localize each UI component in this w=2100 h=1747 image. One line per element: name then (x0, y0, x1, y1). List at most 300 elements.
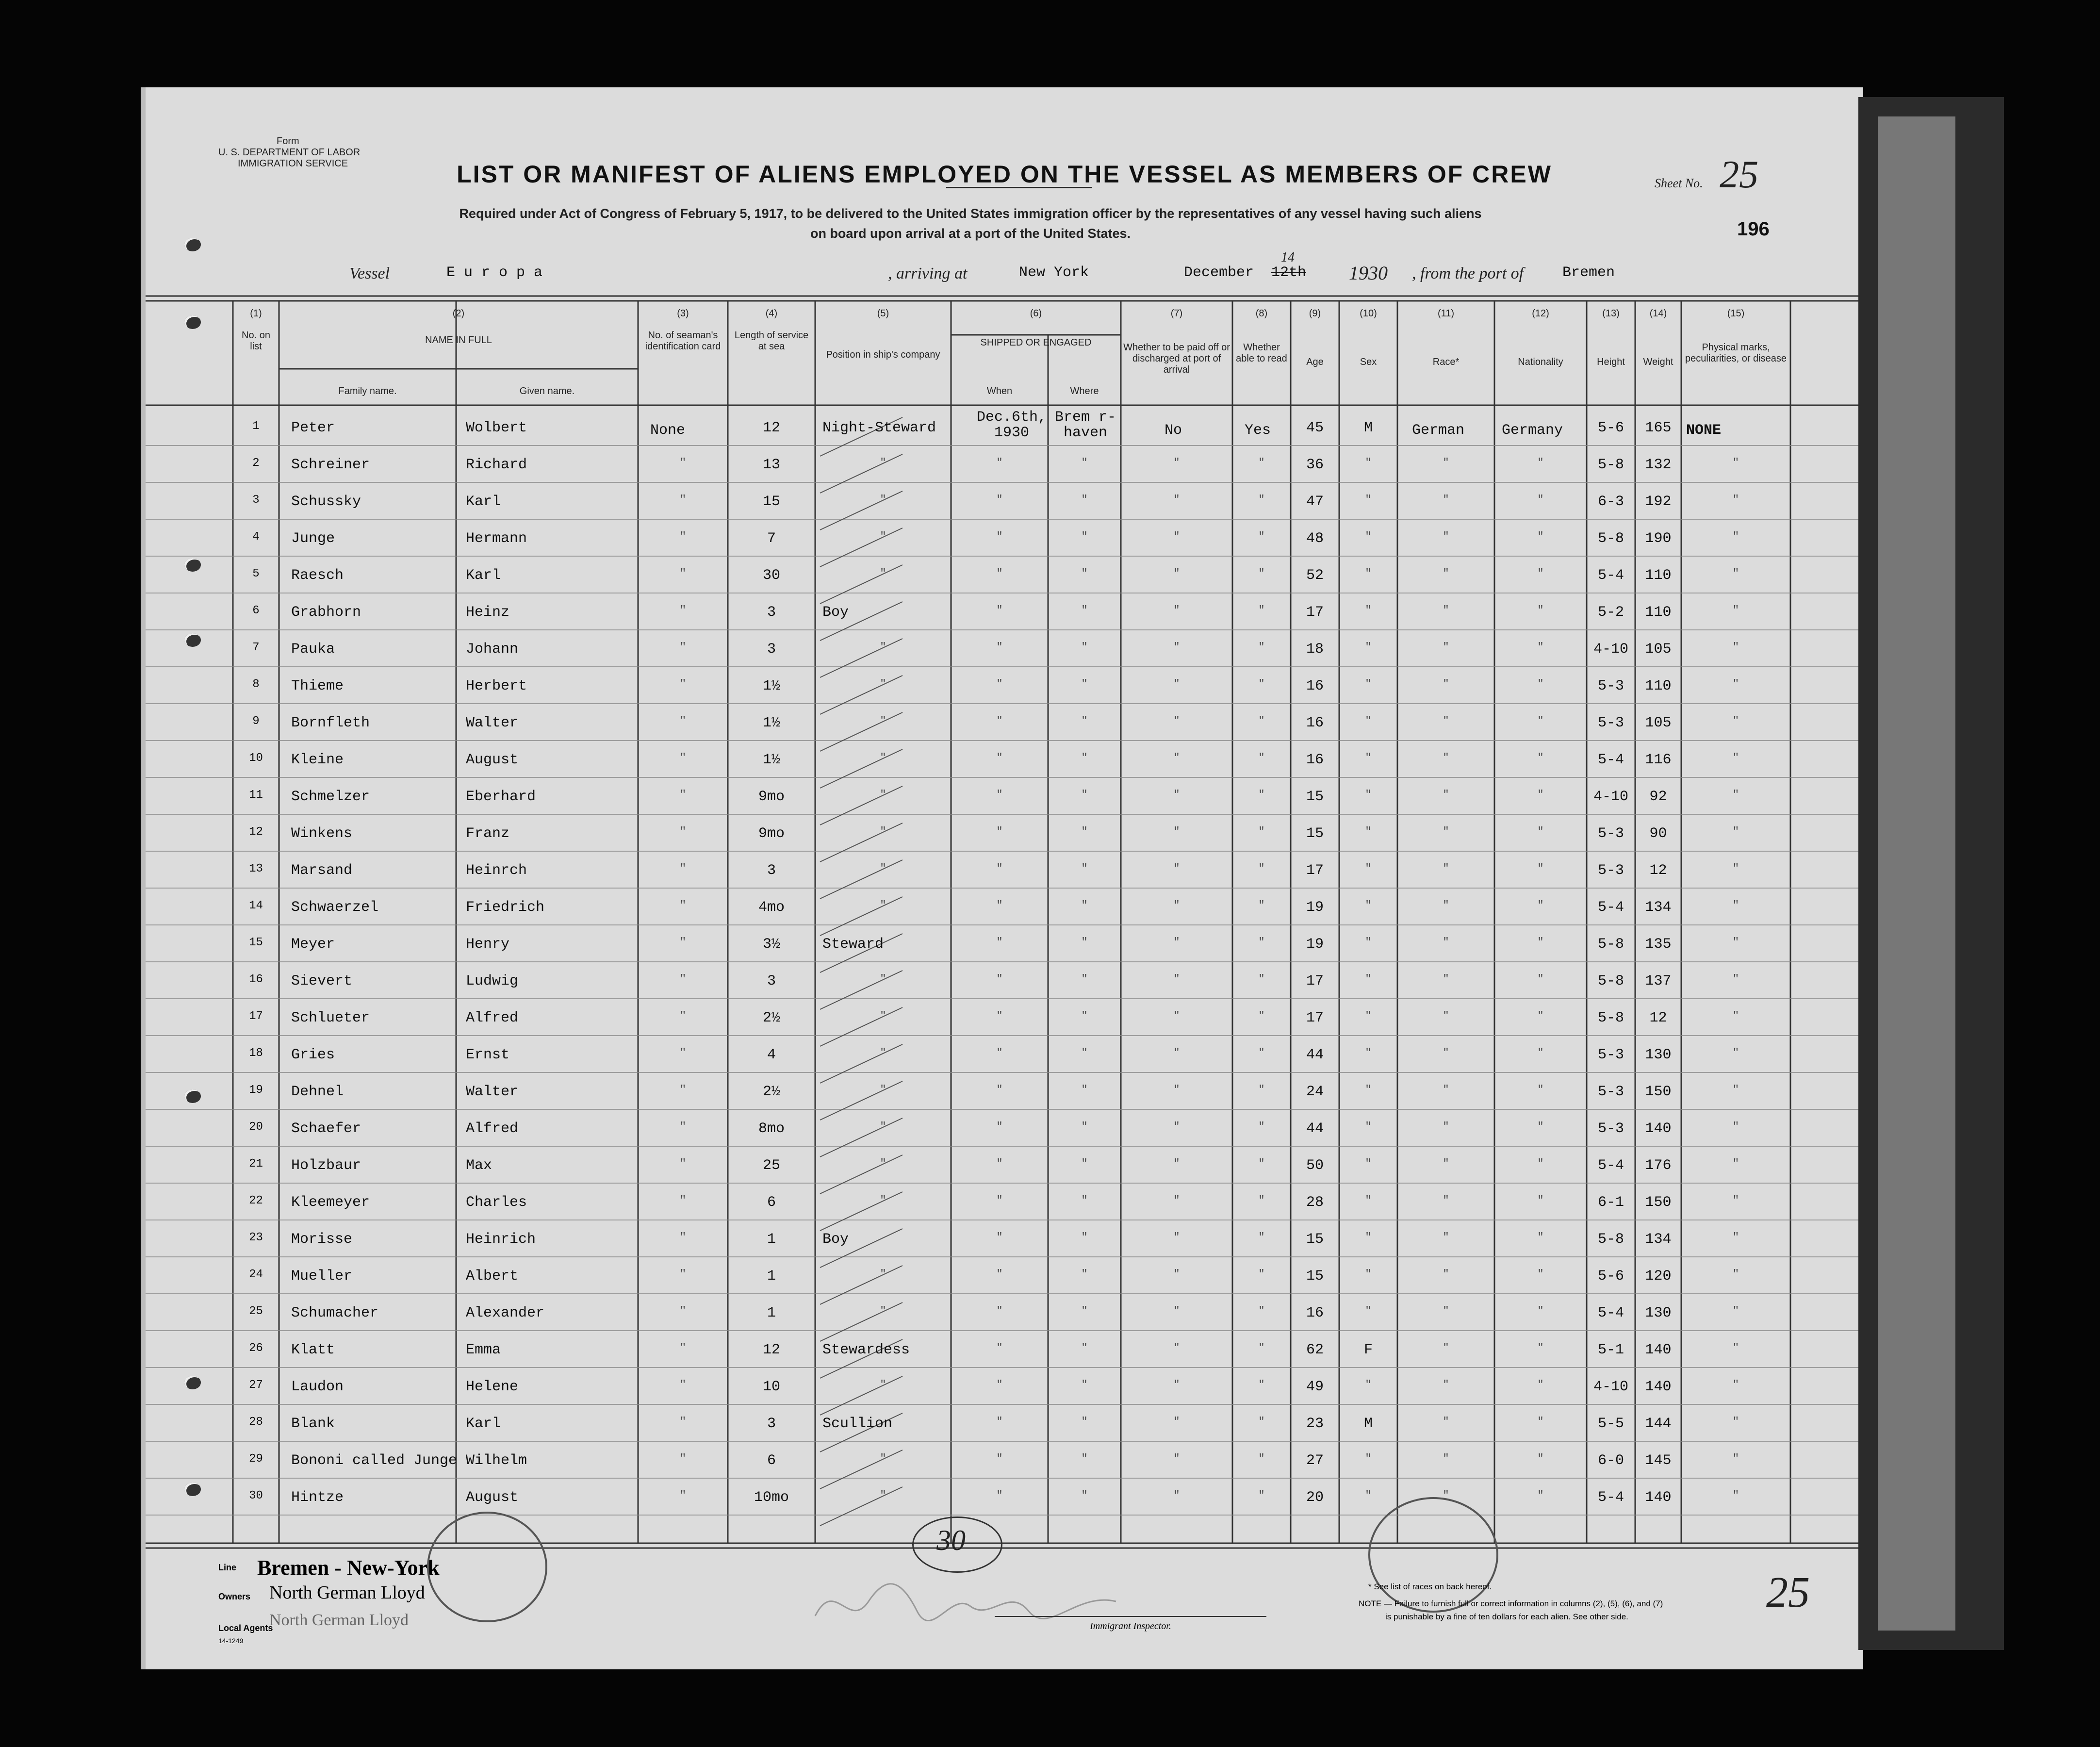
family-name: Pauka (291, 641, 335, 658)
row-number: 20 (249, 1121, 263, 1134)
ditto-mark: " (679, 530, 687, 543)
given-name: Heinrich (466, 1231, 536, 1248)
family-name: Peter (291, 420, 335, 436)
ditto-mark: " (1732, 494, 1739, 506)
ditto-mark: " (996, 1231, 1003, 1243)
ditto-mark: " (1258, 1489, 1265, 1501)
ditto-mark: " (1258, 1010, 1265, 1022)
given-name: Heinz (466, 604, 510, 621)
ditto-mark: " (1732, 789, 1739, 801)
vessel-name: Europa (446, 264, 552, 281)
ditto-mark: " (1732, 1084, 1739, 1096)
ditto-mark: " (1081, 1452, 1088, 1465)
ditto-mark: " (1732, 641, 1739, 653)
column-number: (13) (1602, 308, 1620, 319)
ditto-mark: " (1732, 1047, 1739, 1059)
ditto-mark: " (1537, 1231, 1544, 1243)
given-name: Friedrich (466, 899, 545, 916)
ditto-mark: " (1732, 1231, 1739, 1243)
ditto-mark: " (1173, 1121, 1180, 1133)
ditto-mark: " (1443, 1010, 1449, 1022)
sex: F (1363, 1342, 1373, 1358)
column-number: (3) (677, 308, 689, 319)
row-number: 9 (252, 715, 260, 728)
weight: 134 (1645, 1231, 1672, 1248)
ditto-mark: " (1443, 1268, 1449, 1280)
family-name: Hintze (291, 1489, 344, 1506)
weight: 144 (1645, 1416, 1672, 1432)
length-of-service: 10 (762, 1379, 780, 1395)
ditto-mark: " (679, 1268, 687, 1280)
column-number: (12) (1532, 308, 1549, 319)
weight: 192 (1645, 494, 1672, 510)
column-subheader-when: When (986, 386, 1013, 396)
ditto-mark: " (880, 1305, 886, 1317)
ditto-mark: " (1537, 862, 1544, 874)
row-number: 10 (249, 752, 263, 765)
ditto-mark: " (1081, 862, 1088, 874)
ditto-mark: " (679, 825, 687, 838)
ditto-mark: " (1258, 1379, 1265, 1391)
ditto-mark: " (1258, 1268, 1265, 1280)
row-number: 6 (252, 604, 260, 617)
row-number: 13 (249, 862, 263, 875)
row-number: 24 (249, 1268, 263, 1281)
inspector-rule (995, 1616, 1266, 1617)
ditto-mark: " (1365, 862, 1372, 874)
ditto-mark: " (880, 1194, 886, 1206)
ditto-mark: " (1365, 604, 1372, 616)
ditto-mark: " (1081, 1084, 1088, 1096)
length-of-service: 1 (767, 1305, 776, 1321)
length-of-service: 2½ (762, 1084, 780, 1100)
ditto-mark: " (996, 1010, 1003, 1022)
ditto-mark: " (1365, 1489, 1372, 1501)
ditto-mark: " (1258, 1305, 1265, 1317)
length-of-service: 1½ (762, 752, 780, 768)
height: 6-3 (1597, 494, 1624, 510)
ditto-mark: " (1443, 1416, 1449, 1428)
age: 15 (1306, 1268, 1324, 1285)
given-name: Ernst (466, 1047, 510, 1063)
height: 5-4 (1597, 899, 1624, 916)
family-name: Schaefer (291, 1121, 361, 1137)
ditto-mark: " (1365, 1305, 1372, 1317)
family-name: Mueller (291, 1268, 353, 1285)
height: 5-1 (1597, 1342, 1624, 1358)
punch-hole (184, 315, 201, 329)
age: 19 (1306, 899, 1324, 916)
ditto-mark: " (1173, 789, 1180, 801)
column-header-sex: Sex (1360, 357, 1377, 367)
ditto-mark: " (1365, 899, 1372, 911)
given-name: August (466, 752, 519, 768)
ditto-mark: " (679, 1379, 687, 1391)
weight: 134 (1645, 899, 1672, 916)
ditto-mark: " (1732, 1121, 1739, 1133)
ditto-mark: " (1081, 1379, 1088, 1391)
ditto-mark: " (1537, 494, 1544, 506)
column-header-race: Race* (1432, 357, 1460, 367)
ditto-mark: " (1732, 604, 1739, 616)
row-number: 11 (249, 789, 263, 802)
ditto-mark: " (1365, 789, 1372, 801)
column-number: (5) (877, 308, 889, 319)
given-name: Max (466, 1157, 492, 1174)
given-name: Alexander (466, 1305, 545, 1321)
ditto-mark: " (1173, 641, 1180, 653)
ditto-mark: " (1173, 1342, 1180, 1354)
agents-label: Local Agents (218, 1623, 273, 1633)
subtitle-line-1: Required under Act of Congress of February 5, 1917, to be delivered to the United States immigration officer by the representatives of any vessel having such aliens (459, 206, 1482, 221)
length-of-service: 6 (767, 1452, 776, 1469)
weight: 110 (1645, 678, 1672, 694)
shipped-when-value: Dec.6th, 1930 (976, 409, 1047, 441)
length-of-service: 3 (767, 973, 776, 989)
length-of-service: 12 (762, 420, 780, 436)
weight: 12 (1649, 862, 1667, 879)
age: 17 (1306, 604, 1324, 621)
sex: M (1363, 1416, 1373, 1432)
ditto-mark: " (1173, 1157, 1180, 1170)
family-name: Winkens (291, 825, 353, 842)
punch-hole (184, 238, 201, 251)
ditto-mark: " (1443, 1121, 1449, 1133)
paid-off-value: No (1165, 422, 1182, 439)
ditto-mark: " (1443, 678, 1449, 690)
ditto-mark: " (1537, 1121, 1544, 1133)
ditto-mark: " (1173, 1268, 1180, 1280)
length-of-service: 10mo (754, 1489, 789, 1506)
family-name: Bononi called Junge (291, 1452, 458, 1469)
given-name: Karl (466, 567, 501, 584)
ditto-mark: " (880, 1157, 886, 1170)
ditto-mark: " (1365, 678, 1372, 690)
column-number: (7) (1170, 308, 1183, 319)
ditto-mark: " (1732, 1194, 1739, 1206)
ditto-mark: " (1365, 752, 1372, 764)
penalty-note-1: NOTE — Failure to furnish full or correct information in columns (2), (5), (6), and (7) (1359, 1599, 1663, 1608)
row-number: 12 (249, 825, 263, 839)
ditto-mark: " (1443, 862, 1449, 874)
ditto-mark: " (1365, 936, 1372, 948)
family-name: Junge (291, 530, 335, 547)
ditto-mark: " (1081, 825, 1088, 838)
height: 5-4 (1597, 1157, 1624, 1174)
ditto-mark: " (1173, 1379, 1180, 1391)
ditto-mark: " (1258, 1047, 1265, 1059)
crew-count: 30 (936, 1524, 966, 1556)
arrival-day-correction: 14 (1281, 250, 1295, 265)
ditto-mark: " (1258, 1121, 1265, 1133)
ditto-mark: " (1537, 789, 1544, 801)
ditto-mark: " (1081, 1121, 1088, 1133)
ditto-mark: " (1537, 1489, 1544, 1501)
ditto-mark: " (679, 457, 687, 469)
ditto-mark: " (1258, 641, 1265, 653)
column-number: (2) (452, 308, 465, 319)
ditto-mark: " (1081, 1268, 1088, 1280)
ditto-mark: " (880, 678, 886, 690)
ditto-mark: " (1258, 899, 1265, 911)
row-number: 4 (252, 530, 260, 544)
height: 5-8 (1597, 1010, 1624, 1026)
ditto-mark: " (996, 1489, 1003, 1501)
service-label: IMMIGRATION SERVICE (238, 158, 348, 169)
length-of-service: 3 (767, 604, 776, 621)
ditto-mark: " (996, 1379, 1003, 1391)
age: 19 (1306, 936, 1324, 953)
ditto-mark: " (679, 1342, 687, 1354)
ditto-mark: " (996, 1268, 1003, 1280)
ditto-mark: " (1443, 1157, 1449, 1170)
height: 5-8 (1597, 530, 1624, 547)
consulate-stamp (1368, 1497, 1498, 1613)
length-of-service: 25 (762, 1157, 780, 1174)
given-name: Herbert (466, 678, 527, 694)
age: 23 (1306, 1416, 1324, 1432)
column-number: (15) (1727, 308, 1745, 319)
ditto-mark: " (1365, 530, 1372, 543)
ditto-mark: " (1443, 530, 1449, 543)
given-name: Karl (466, 1416, 501, 1432)
age: 15 (1306, 825, 1324, 842)
ditto-mark: " (1173, 899, 1180, 911)
form-label: Form (277, 136, 299, 147)
ditto-mark: " (679, 1010, 687, 1022)
inspector-label: Immigrant Inspector. (1090, 1621, 1171, 1632)
ditto-mark: " (1537, 1157, 1544, 1170)
weight: 145 (1645, 1452, 1672, 1469)
given-name: Charles (466, 1194, 527, 1211)
ditto-mark: " (880, 457, 886, 469)
height: 4-10 (1593, 641, 1628, 658)
ditto-mark: " (1173, 1010, 1180, 1022)
ditto-mark: " (1173, 1194, 1180, 1206)
row-number: 17 (249, 1010, 263, 1023)
column-number: (6) (1030, 308, 1042, 319)
ditto-mark: " (996, 862, 1003, 874)
ditto-mark: " (1732, 752, 1739, 764)
length-of-service: 8mo (758, 1121, 785, 1137)
ditto-mark: " (1081, 1231, 1088, 1243)
column-header-physical: Physical marks, peculiarities, or disease (1685, 342, 1787, 364)
ditto-mark: " (1173, 1452, 1180, 1465)
ditto-mark: " (880, 715, 886, 727)
ditto-mark: " (1732, 457, 1739, 469)
weight: 150 (1645, 1194, 1672, 1211)
family-name: Gries (291, 1047, 335, 1063)
length-of-service: 3 (767, 1416, 776, 1432)
ditto-mark: " (1443, 1194, 1449, 1206)
given-name: Walter (466, 1084, 519, 1100)
family-name: Laudon (291, 1379, 344, 1395)
weight: 135 (1645, 936, 1672, 953)
ditto-mark: " (1443, 1231, 1449, 1243)
ditto-mark: " (679, 1416, 687, 1428)
row-number: 25 (249, 1305, 263, 1318)
ditto-mark: " (996, 1416, 1003, 1428)
ditto-mark: " (1173, 1305, 1180, 1317)
sheet-number: 25 (1720, 153, 1759, 196)
agents-value: North German Lloyd (269, 1611, 409, 1629)
ditto-mark: " (996, 936, 1003, 948)
weight: 190 (1645, 530, 1672, 547)
ditto-mark: " (1732, 1416, 1739, 1428)
ditto-mark: " (880, 973, 886, 985)
family-name: Holzbaur (291, 1157, 361, 1174)
ditto-mark: " (1537, 936, 1544, 948)
ditto-mark: " (996, 1305, 1003, 1317)
column-header-no-on-list: No. on list (242, 330, 270, 352)
weight: 165 (1645, 420, 1672, 436)
ditto-mark: " (1258, 567, 1265, 579)
ditto-mark: " (1732, 1010, 1739, 1022)
ditto-mark: " (1537, 1342, 1544, 1354)
ditto-mark: " (996, 567, 1003, 579)
ditto-mark: " (1081, 899, 1088, 911)
sheet-label: Sheet No. (1655, 176, 1703, 190)
given-name: Ludwig (466, 973, 519, 989)
ditto-mark: " (1258, 1194, 1265, 1206)
ditto-mark: " (1081, 973, 1088, 985)
ditto-mark: " (1537, 1305, 1544, 1317)
ditto-mark: " (1537, 1010, 1544, 1022)
manifest-sheet (141, 87, 1863, 1669)
family-name: Kleemeyer (291, 1194, 370, 1211)
ditto-mark: " (1732, 1379, 1739, 1391)
ditto-mark: " (1258, 1157, 1265, 1170)
row-number: 5 (252, 567, 260, 580)
age: 50 (1306, 1157, 1324, 1174)
ditto-mark: " (1258, 936, 1265, 948)
ditto-mark: " (1258, 604, 1265, 616)
given-name: Karl (466, 494, 501, 510)
height: 5-4 (1597, 752, 1624, 768)
family-name: Schlueter (291, 1010, 370, 1026)
consulate-stamp (427, 1512, 547, 1622)
ditto-mark: " (1537, 1452, 1544, 1465)
ditto-mark: " (996, 1452, 1003, 1465)
ditto-mark: " (880, 1047, 886, 1059)
ditto-mark: " (1443, 899, 1449, 911)
ditto-mark: " (1258, 1084, 1265, 1096)
age: 45 (1306, 420, 1324, 436)
length-of-service: 9mo (758, 789, 785, 805)
ditto-mark: " (1081, 567, 1088, 579)
age: 52 (1306, 567, 1324, 584)
age: 16 (1306, 678, 1324, 694)
weight: 105 (1645, 641, 1672, 658)
family-name: Kleine (291, 752, 344, 768)
ditto-mark: " (1258, 752, 1265, 764)
row-number: 21 (249, 1157, 263, 1170)
ditto-mark: " (1537, 1047, 1544, 1059)
ditto-mark: " (1537, 604, 1544, 616)
ditto-mark: " (1258, 530, 1265, 543)
ditto-mark: " (996, 1121, 1003, 1133)
ditto-mark: " (880, 641, 886, 653)
height: 5-3 (1597, 825, 1624, 842)
ditto-mark: " (1365, 1452, 1372, 1465)
family-name: Thieme (291, 678, 344, 694)
ditto-mark: " (679, 494, 687, 506)
height: 5-3 (1597, 715, 1624, 731)
ditto-mark: " (1537, 973, 1544, 985)
given-name: Heinrch (466, 862, 527, 879)
line-value: Bremen - New-York (257, 1556, 440, 1580)
row-number: 16 (249, 973, 263, 986)
ditto-mark: " (880, 1268, 886, 1280)
column-number: (1) (250, 308, 262, 319)
arrival-port: New York (1019, 264, 1089, 281)
ditto-mark: " (1258, 494, 1265, 506)
position: Steward (822, 936, 884, 953)
shipped-where-value: Brem r- haven (1054, 409, 1116, 441)
ditto-mark: " (996, 789, 1003, 801)
ditto-mark: " (996, 715, 1003, 727)
age: 15 (1306, 789, 1324, 805)
weight: 140 (1645, 1489, 1672, 1506)
age: 16 (1306, 752, 1324, 768)
family-name: Blank (291, 1416, 335, 1432)
weight: 130 (1645, 1305, 1672, 1321)
ditto-mark: " (1537, 1194, 1544, 1206)
row-number: 3 (252, 494, 260, 507)
ditto-mark: " (1537, 752, 1544, 764)
column-header-height: Height (1597, 357, 1625, 367)
ditto-mark: " (996, 1194, 1003, 1206)
position: Night-Steward (822, 420, 936, 436)
ditto-mark: " (679, 899, 687, 911)
row-number: 14 (249, 899, 263, 912)
given-name: Alfred (466, 1121, 519, 1137)
row-number: 1 (252, 420, 260, 433)
height: 4-10 (1593, 1379, 1628, 1395)
ditto-mark: " (1258, 457, 1265, 469)
age: 47 (1306, 494, 1324, 510)
ditto-mark: " (1537, 457, 1544, 469)
position: Scullion (822, 1416, 893, 1432)
column-subheader-family-name: Family name. (338, 386, 397, 396)
ditto-mark: " (1732, 899, 1739, 911)
age: 24 (1306, 1084, 1324, 1100)
row-number: 22 (249, 1194, 263, 1207)
row-number: 18 (249, 1047, 263, 1060)
ditto-mark: " (1732, 678, 1739, 690)
ditto-mark: " (1365, 1268, 1372, 1280)
ditto-mark: " (996, 604, 1003, 616)
ditto-mark: " (996, 1342, 1003, 1354)
ditto-mark: " (1173, 825, 1180, 838)
ditto-mark: " (679, 678, 687, 690)
ditto-mark: " (679, 1231, 687, 1243)
given-name: Helene (466, 1379, 519, 1395)
family-name: Schreiner (291, 457, 370, 473)
weight: 140 (1645, 1379, 1672, 1395)
ditto-mark: " (679, 1194, 687, 1206)
ditto-mark: " (880, 752, 886, 764)
ditto-mark: " (679, 715, 687, 727)
age: 28 (1306, 1194, 1324, 1211)
weight: 92 (1649, 789, 1667, 805)
column-header-age: Age (1306, 357, 1324, 367)
ditto-mark: " (996, 973, 1003, 985)
ditto-mark: " (679, 1452, 687, 1465)
column-subheader-where: Where (1070, 386, 1099, 396)
ditto-mark: " (679, 604, 687, 616)
row-number: 27 (249, 1379, 263, 1392)
